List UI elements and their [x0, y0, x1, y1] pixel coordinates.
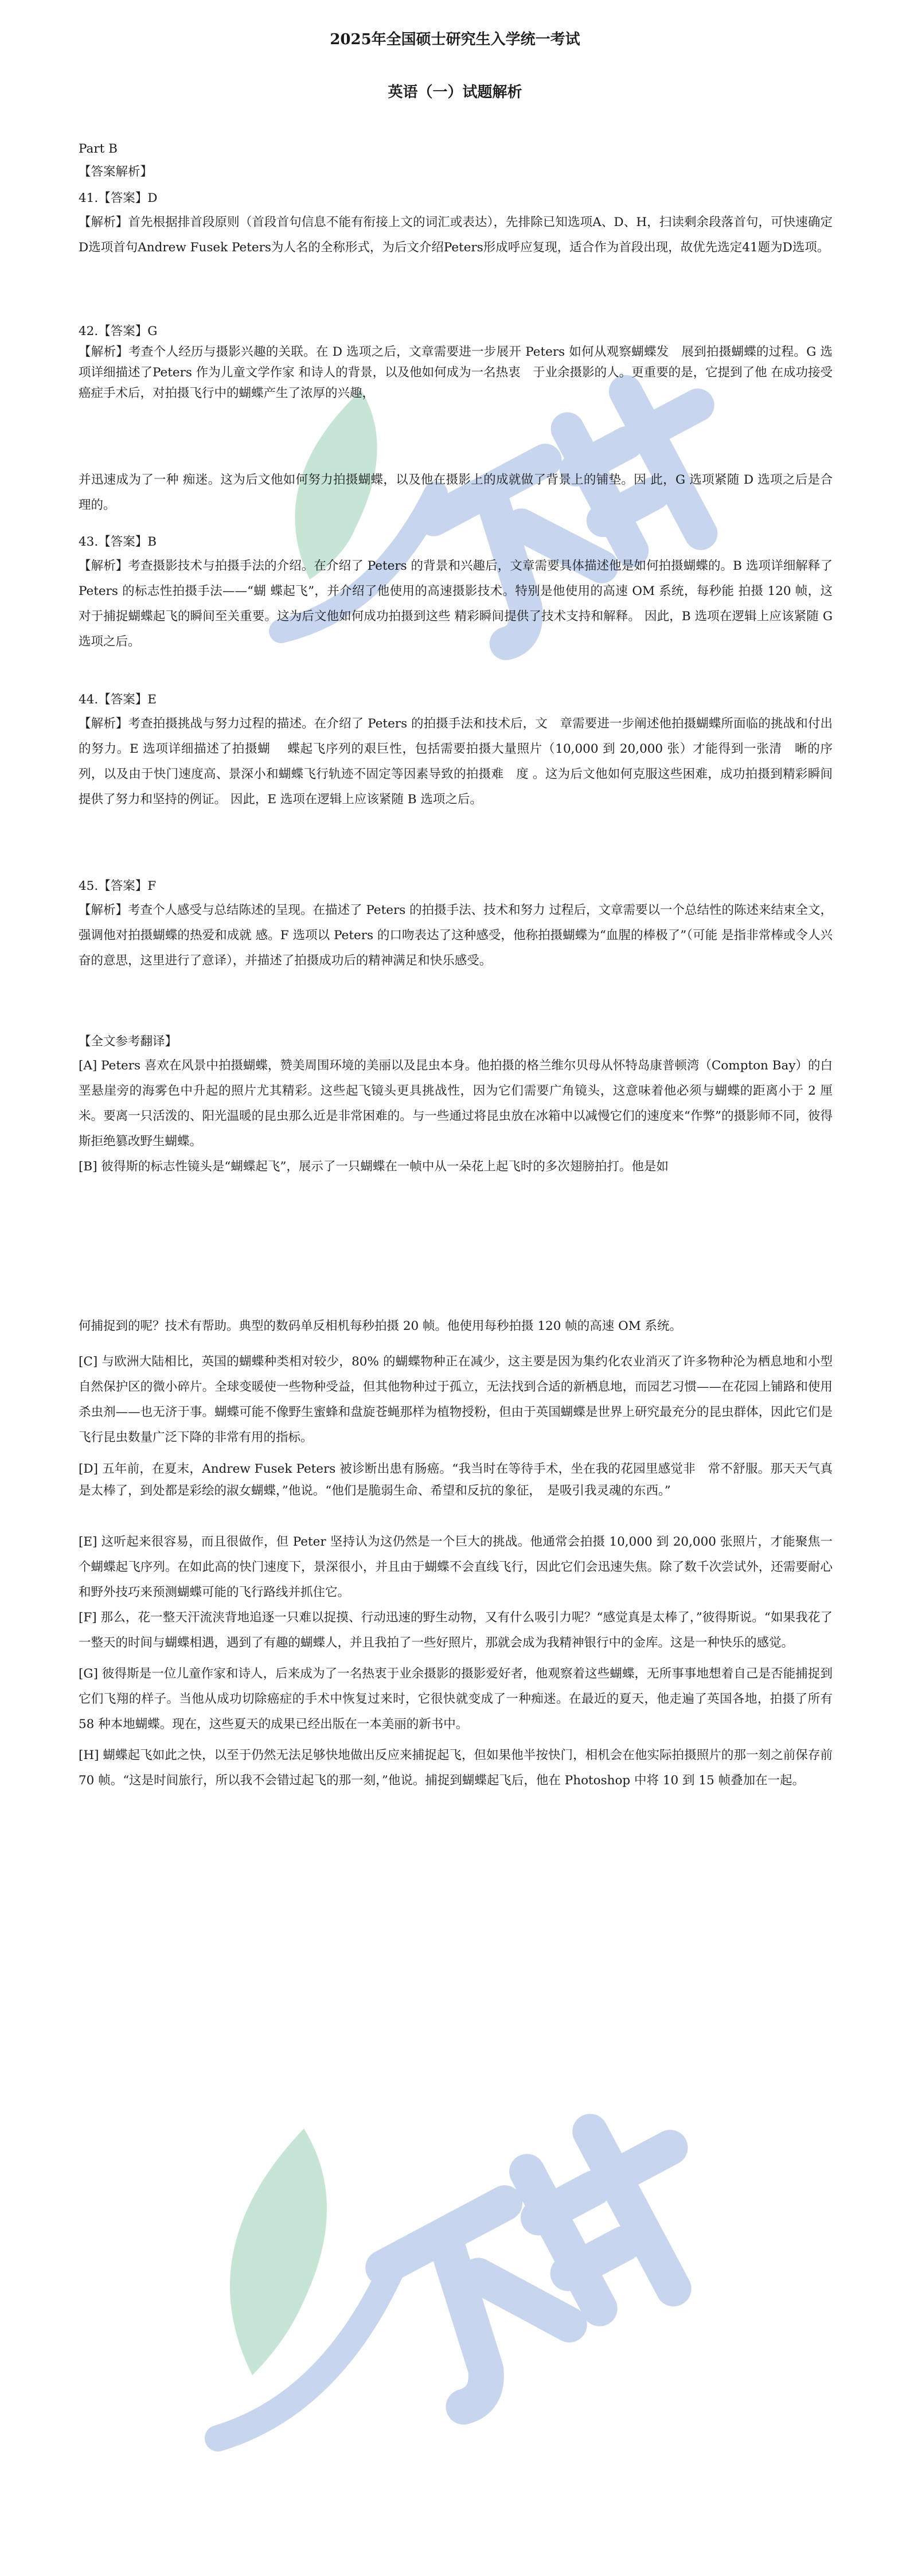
q42-analysis-part2: 并迅速成为了一种 痴迷。这为后文他如何努力拍摄蝴蝶，以及他在摄影上的成就做了背景上的铺垫。因 此，G 选项紧随 D 选项之后是合理的。 [79, 473, 833, 512]
part-label: Part B [79, 142, 118, 156]
translation-paragraph-d: [D] 五年前，在夏末，Andrew Fusek Peters 被诊断出患有肠癌。“我当时在等待手术，坐在我的花园里感觉非 常不舒服。那天天气真是太棒了，到处都是彩绘的淑女蝴蝶，”他说。“他们是脆弱生命、希望和反抗的象征， 是吸引我灵魂的东西。” [79, 1462, 833, 1498]
answer-analysis-header: 【答案解析】 [79, 165, 153, 179]
q42-answer: 42.【答案】G [79, 324, 158, 338]
question-44 [79, 688, 833, 812]
translation-paragraph-b-part2: 何捕捉到的呢？技术有帮助。典型的数码单反相机每秒拍摄 20 帧。他使用每秒拍摄 120 帧的高速 OM 系统。 [79, 1319, 682, 1333]
translation-section [79, 1030, 833, 1180]
part-b-section [79, 138, 833, 184]
q43-answer: 43.【答案】B [79, 535, 157, 549]
watermark-logo-icon [155, 2031, 774, 2478]
translation-paragraph-f: [F] 那么，花一整天汗流浃背地追逐一只难以捉摸、行动迅速的野生动物，又有什么吸引力呢？“感觉真是太棒了，”彼得斯说。“如果我花了一整天的时间与蝴蝶相遇，遇到了有趣的蝴蝶人，并且我拍了一些好照片，那就会成为我精神银行中的金库。这是一种快乐的感觉。 [79, 1610, 833, 1650]
q44-answer: 44.【答案】E [79, 692, 157, 707]
question-42 [79, 321, 833, 404]
q41-analysis: 【解析】首先根据排首段原则（首段首句信息不能有衔接上文的词汇或表达），先排除已知选项A、D、H，扫读剩余段落首句，可快速确定D选项首句Andrew Fusek Peters为人名的全称形式，为后文介绍Peters形成呼应复现，适合作为首段出现，故优先选定41题为D选项。 [79, 215, 833, 255]
q42-analysis-part1: 【解析】考查个人经历与摄影兴趣的关联。在 D 选项之后，文章需要进一步展开 Peters 如何从观察蝴蝶发 展到拍摄蝴蝶的过程。G 选项详细描述了Peters 作为儿童文学作家 和诗人的背景，以及他如何成为一名热衷 于业余摄影的人。更重要的是，它提到了他 在成功接受癌症手术后，对拍摄飞行中的蝴蝶产生了浓厚的兴趣， [79, 345, 833, 400]
question-43 [79, 531, 833, 655]
q45-analysis: 【解析】考查个人感受与总结陈述的呈现。在描述了 Peters 的拍摄手法、技术和努力 过程后，文章需要以一个总结性的陈述来结束全文，强调他对拍摄蝴蝶的热爱和成就 感。F 选项以 Peters 的口吻表达了这种感受，他称拍摄蝴蝶为“血腥的棒极了”（可能 是指非常棒或令人兴奋的意思，这里进行了意译），并描述了拍摄成功后的精神满足和快乐感受。 [79, 903, 833, 968]
translation-paragraph-g: [G] 彼得斯是一位儿童作家和诗人，后来成为了一名热衷于业余摄影的摄影爱好者，他观察着这些蝴蝶，无所事事地想着自己是否能捕捉到它们飞翔的样子。当他从成功切除癌症的手术中恢复过来时，它很快就变成了一种痴迷。在最近的夏天，他走遍了英国各地，拍摄了所有 58 种本地蝴蝶。现在，这些夏天的成果已经出版在一本美丽的新书中。 [79, 1667, 833, 1731]
translation-section-cont [79, 1314, 833, 1793]
exam-subtitle: 英语（一）试题解析 [388, 84, 522, 101]
q45-answer: 45.【答案】F [79, 879, 157, 893]
q44-analysis: 【解析】考查拍摄挑战与努力过程的描述。在介绍了 Peters 的拍摄手法和技术后，文 章需要进一步阐述他拍摄蝴蝶所面临的挑战和付出的努力。E 选项详细描述了拍摄蝴 蝶起飞序列的艰巨性，包括需要拍摄大量照片（10,000 到 20,000 张）才能得到一张清 晰的序列，以及由于快门速度高、景深小和蝴蝶飞行轨迹不固定等因素导致的拍摄难 度 。这为后文他如何克服这些困难，成功拍摄到精彩瞬间提供了努力和坚持的例证。 因此，E 选项在逻辑上应该紧随 B 选项之后。 [79, 717, 833, 807]
translation-header: 【全文参考翻译】 [79, 1034, 178, 1049]
translation-paragraph-a: [A] Peters 喜欢在风景中拍摄蝴蝶，赞美周围环境的美丽以及昆虫本身。他拍摄的格兰维尔贝母从怀特岛康普顿湾（Compton Bay）的白垩悬崖旁的海雾色中升起的照片尤其精彩。这些起飞镜头更具挑战性，因为它们需要广角镜头，这意味着他必须与蝴蝶的距离小于 2 厘米。要离一只活泼的、阳光温暖的昆虫那么近是非常困难的。与一些通过将昆虫放在冰箱中以减慢它们的速度来“作弊”的摄影师不同，彼得斯拒绝篡改野生蝴蝶。 [79, 1059, 833, 1149]
translation-paragraph-h: [H] 蝴蝶起飞如此之快，以至于仍然无法足够快地做出反应来捕捉起飞，但如果他半按快门，相机会在他实际拍摄照片的那一刻之前保存前 70 帧。“这是时间旅行，所以我不会错过起飞的那一刻，”他说。捕捉到蝴蝶起飞后，他在 Photoshop 中将 10 到 15 帧叠加在一起。 [79, 1748, 833, 1788]
translation-paragraph-c: [C] 与欧洲大陆相比，英国的蝴蝶种类相对较少，80% 的蝴蝶物种正在减少，这主要是因为集约化农业消灭了许多物种沦为栖息地和小型自然保护区的微小碎片。全球变暖使一些物种受益，但其他物种过于孤立，无法找到合适的新栖息地，而园艺习惯——在花园上铺路和使用杀虫剂——也无济于事。蝴蝶可能不像野生蜜蜂和盘旋苍蝇那样为植物授粉，但由于英国蝴蝶是世界上研究最充分的昆虫群体，因此它们是飞行昆虫数量广泛下降的非常有用的指标。 [79, 1355, 833, 1445]
question-41 [79, 187, 833, 260]
translation-paragraph-e: [E] 这听起来很容易，而且很做作，但 Peter 坚持认为这仍然是一个巨大的挑战。他通常会拍摄 10,000 到 20,000 张照片，才能聚焦一个蝴蝶起飞序列。在如此高的快门速度下，景深很小，并且由于蝴蝶不会直线飞行，因此它们会迅速失焦。除了数千次尝试外，还需要耐心和野外技巧来预测蝴蝶可能的飞行路线并抓住它。 [79, 1535, 833, 1600]
question-45 [79, 875, 833, 974]
q41-answer: 41.【答案】D [79, 191, 158, 205]
translation-paragraph-b-part1: [B] 彼得斯的标志性镜头是“蝴蝶起飞”，展示了一只蝴蝶在一帧中从一朵花上起飞时的多次翅膀拍打。他是如 [79, 1159, 669, 1174]
q43-analysis: 【解析】考查摄影技术与拍摄手法的介绍。在介绍了 Peters 的背景和兴趣后，文章需要具体描述他是如何拍摄蝴蝶的。B 选项详细解释了 Peters 的标志性拍摄手法——“蝴 蝶起飞”，并介绍了他使用的高速摄影技术。特别是他使用的高速 OM 系统，每秒能 拍摄 120 帧，这对于捕捉蝴蝶起飞的瞬间至关重要。这为后文他如何成功拍摄到这些 精彩瞬间提供了技术支持和解释。 因此，B 选项在逻辑上应该紧随 G 选项之后。 [79, 559, 833, 649]
question-42-cont [79, 468, 833, 518]
exam-title: 2025年全国硕士研究生入学统一考试 [330, 31, 580, 48]
